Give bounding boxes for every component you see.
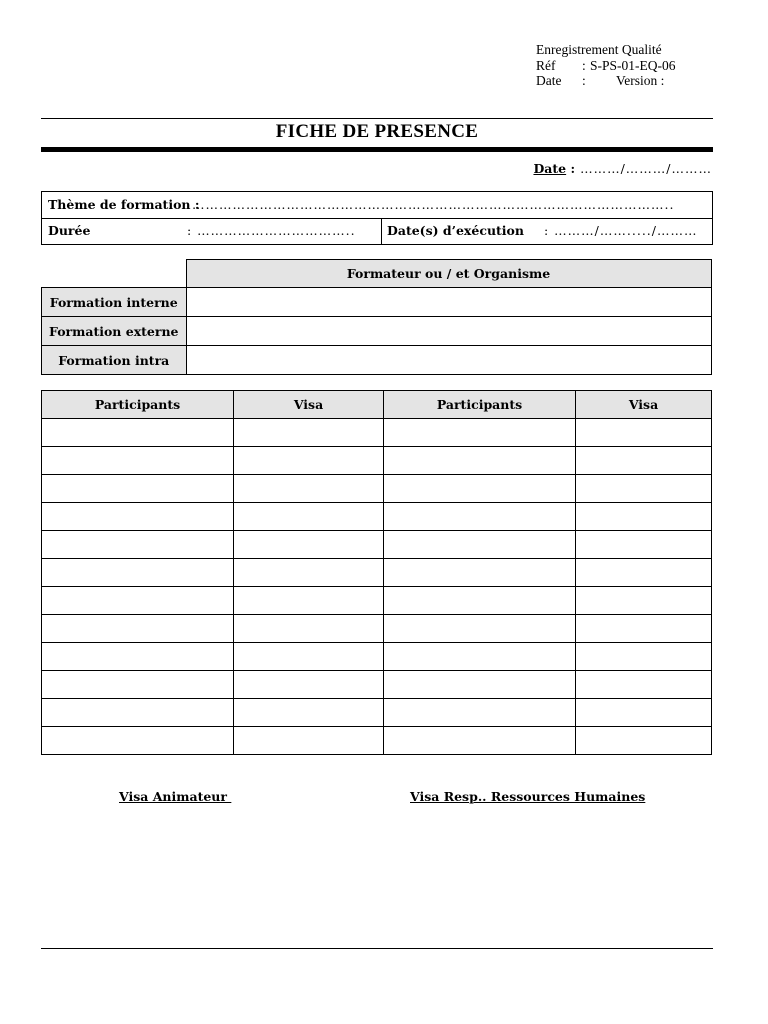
- theme-field[interactable]: ……………………………………………………………………………………………..: [192, 197, 675, 212]
- date-colon: :: [566, 161, 576, 176]
- participant-name-cell[interactable]: [42, 615, 234, 643]
- trainer-header: Formateur ou / et Organisme: [186, 260, 711, 288]
- participant-visa-cell[interactable]: [234, 475, 384, 503]
- table-row: [42, 727, 712, 755]
- participant-name-cell[interactable]: [384, 699, 576, 727]
- duration-label: Durée: [48, 223, 91, 238]
- participants-table: [41, 390, 712, 755]
- participant-visa-cell[interactable]: [234, 559, 384, 587]
- date-placeholder[interactable]: ………/………/………: [575, 161, 712, 176]
- participant-name-cell[interactable]: [384, 419, 576, 447]
- participant-name-cell[interactable]: [384, 643, 576, 671]
- participant-name-cell[interactable]: [42, 531, 234, 559]
- table-row: [42, 531, 712, 559]
- participant-visa-cell[interactable]: [576, 643, 712, 671]
- duration-divider: [381, 218, 382, 244]
- participant-name-cell[interactable]: [42, 727, 234, 755]
- header-date-key: Date: [536, 73, 562, 88]
- participant-visa-cell[interactable]: [576, 615, 712, 643]
- reference-value: S-PS-01-EQ-06: [590, 57, 676, 73]
- participant-visa-cell[interactable]: [234, 727, 384, 755]
- table-row: [42, 671, 712, 699]
- table-row: [42, 503, 712, 531]
- participant-visa-cell[interactable]: [576, 503, 712, 531]
- participant-visa-cell[interactable]: [234, 615, 384, 643]
- participant-visa-cell[interactable]: [234, 531, 384, 559]
- participant-visa-cell[interactable]: [234, 503, 384, 531]
- table-row: [42, 643, 712, 671]
- participant-name-cell[interactable]: [384, 531, 576, 559]
- participants-body: [42, 419, 712, 755]
- formation-externe-field[interactable]: [186, 317, 711, 346]
- formation-intra-label: Formation intra: [42, 346, 187, 375]
- page-title: FICHE DE PRESENCE: [275, 121, 479, 142]
- top-divider: [41, 118, 713, 119]
- table-row: [42, 475, 712, 503]
- participant-visa-cell[interactable]: [234, 587, 384, 615]
- visa-rh-label: Visa Resp.. Ressources Humaines: [410, 789, 646, 804]
- theme-label: Thème de formation :: [48, 197, 200, 212]
- column-header-participants-2: Participants: [384, 391, 576, 419]
- table-row: [42, 447, 712, 475]
- title-underline: [41, 147, 713, 152]
- participant-name-cell[interactable]: [42, 559, 234, 587]
- participant-name-cell[interactable]: [42, 699, 234, 727]
- column-header-visa-1: Visa: [234, 391, 384, 419]
- footer-divider: [41, 948, 713, 949]
- formation-intra-field[interactable]: [186, 346, 711, 375]
- training-info-box: [41, 191, 713, 245]
- document-reference-block: [536, 42, 676, 89]
- participants-header-row: [42, 391, 712, 419]
- participant-visa-cell[interactable]: [576, 531, 712, 559]
- participant-visa-cell[interactable]: [234, 447, 384, 475]
- participant-visa-cell[interactable]: [234, 671, 384, 699]
- column-header-visa-2: Visa: [576, 391, 712, 419]
- participant-name-cell[interactable]: [42, 671, 234, 699]
- participant-visa-cell[interactable]: [576, 419, 712, 447]
- participant-name-cell[interactable]: [42, 503, 234, 531]
- participant-visa-cell[interactable]: [576, 587, 712, 615]
- participant-name-cell[interactable]: [384, 615, 576, 643]
- participant-name-cell[interactable]: [384, 727, 576, 755]
- duration-field[interactable]: : ……………………………..: [187, 223, 356, 238]
- participant-name-cell[interactable]: [42, 587, 234, 615]
- table-row: [42, 419, 712, 447]
- version-label: Version :: [616, 73, 665, 88]
- duration-row: [42, 218, 712, 244]
- visa-animateur-label: Visa Animateur: [119, 789, 232, 804]
- participant-visa-cell[interactable]: [576, 559, 712, 587]
- column-header-participants-1: Participants: [42, 391, 234, 419]
- date-field[interactable]: [533, 161, 712, 176]
- table-row: [42, 587, 712, 615]
- participant-name-cell[interactable]: [384, 503, 576, 531]
- formation-table-corner: [42, 260, 187, 288]
- formation-externe-label: Formation externe: [42, 317, 187, 346]
- participant-visa-cell[interactable]: [576, 447, 712, 475]
- formation-interne-label: Formation interne: [42, 288, 187, 317]
- participant-visa-cell[interactable]: [234, 419, 384, 447]
- participant-name-cell[interactable]: [384, 447, 576, 475]
- participant-name-cell[interactable]: [42, 419, 234, 447]
- participant-visa-cell[interactable]: [576, 727, 712, 755]
- theme-row: [42, 192, 712, 219]
- record-type: Enregistrement Qualité: [536, 42, 662, 57]
- table-row: [42, 615, 712, 643]
- participant-name-cell[interactable]: [42, 447, 234, 475]
- participant-visa-cell[interactable]: [576, 671, 712, 699]
- reference-separator: :: [582, 57, 586, 73]
- participant-name-cell[interactable]: [384, 587, 576, 615]
- formation-interne-field[interactable]: [186, 288, 711, 317]
- date-label: Date: [533, 161, 567, 176]
- participant-name-cell[interactable]: [42, 475, 234, 503]
- participant-visa-cell[interactable]: [234, 699, 384, 727]
- participant-visa-cell[interactable]: [576, 699, 712, 727]
- table-row: [42, 559, 712, 587]
- execution-dates-field[interactable]: : ………/……...../………: [544, 223, 698, 238]
- header-date-separator: :: [582, 73, 586, 88]
- participant-visa-cell[interactable]: [576, 475, 712, 503]
- reference-key: Réf: [536, 57, 556, 73]
- formation-table: [41, 259, 712, 375]
- execution-dates-label: Date(s) d’exécution: [387, 223, 524, 238]
- participant-visa-cell[interactable]: [234, 643, 384, 671]
- participant-name-cell[interactable]: [384, 671, 576, 699]
- participant-name-cell[interactable]: [384, 559, 576, 587]
- table-row: [42, 699, 712, 727]
- participant-name-cell[interactable]: [42, 643, 234, 671]
- date-version-row: [536, 73, 676, 89]
- participant-name-cell[interactable]: [384, 475, 576, 503]
- reference-row: [536, 58, 676, 74]
